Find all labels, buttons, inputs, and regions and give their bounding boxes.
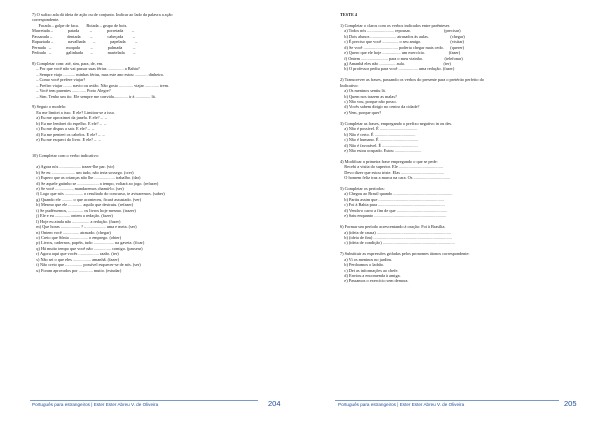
text-line: a) Não é possível. É ................................... (340, 126, 418, 132)
text-line: n) Ontem você ............... atrasado. (chegar) (32, 229, 111, 235)
text-line: e) Passamos o exercício sem demora. (340, 278, 409, 284)
text-line: Rapaziada – navalhada – papelada – (32, 39, 138, 45)
text-line: 3) Completar as frases, empregando o prefixo negativo in ou des. (340, 120, 453, 126)
text-line: c) Eu me dispus a sair. E ele? – – (32, 126, 95, 132)
text-line: i) Se pudéssemos, .............. os livros hoje mesmo. (trazer) (32, 207, 136, 213)
text-line: 6) Formar um período acrescentando à oração: Foi à Brasília. (340, 224, 446, 230)
text-line: – Sempre viajo ........... minhas férias, mas este ano estou ............ dinheiro. (32, 71, 164, 77)
text-line: l) Hoje eu ainda não ................ a redação. (fazer) (32, 218, 121, 224)
text-line: c) É preciso que você ............... o seu amigo. (visitar) (340, 39, 464, 45)
text-line: c) Foi à Bahia para .............................................................. (340, 202, 445, 208)
text-line: h) O professor pediu para você .................. uma redação. (fazer) (340, 66, 455, 72)
text-line: j) Ele e eu .............. ontem a redação. (fazer) (32, 213, 113, 219)
text-line: d) Se você ................................ poderia chegar mais cedo. (querer) (340, 44, 465, 50)
text-line: – Por que você não vai passar suas férias ............... a Bahia? (32, 66, 140, 72)
text-line: 10) Completar com o verbo indicativo: (32, 153, 99, 159)
text-line: e) Não estou ocupado. Estou ......................... (340, 147, 422, 153)
text-line: 2) Transcrever as frases, passando os verbos do presente para o pretérito perfeito do (340, 77, 484, 83)
text-line: t) Não creio que ................ possível esquecer-se de nós. (ser) (32, 262, 141, 268)
text-line: – Como você prefere viajar? (32, 77, 86, 83)
text-line: g) Amanhã eles não ............... aula. (ter) (340, 60, 451, 66)
right-footer-text: Português para estrangeiros | Ester Ester Abreu V. de Oliveira (338, 402, 465, 407)
text-line: a) Agora nós .................... trazer-lhe par. (vir) (32, 164, 115, 170)
text-line: Eu me limitei a isso. E ele? Limitou-se a isso. (32, 109, 115, 115)
right-page (300, 0, 600, 424)
left-page-number: 204 (268, 399, 281, 408)
text-line: h) Mesmo que ele ............. aquilo que destruiu. (refazer) (32, 202, 134, 208)
text-line: Pedrada – galinhada – martelada – (32, 50, 136, 56)
right-footer-rule (335, 400, 559, 401)
text-line: 5) Completar os períodos: (340, 186, 385, 191)
text-line: Indicativo: (340, 82, 359, 88)
right-page-content (340, 12, 578, 284)
text-line: 7) O sufixo ada dá ideia de ação ou de conjunto. Indicar ao lado da palavra a ação (32, 12, 173, 17)
text-line: correspondente. (32, 17, 60, 23)
text-line: a) Os meninos sentiu lá. (340, 88, 386, 94)
text-line: 1) Completar o claros com os verbos indicados entre parênteses (340, 22, 450, 28)
text-line: d) Venda-o carro a fim de que ............................................... (340, 207, 448, 213)
text-line: q) Há muito tempo que você não ................ comigo. (passear) (32, 245, 143, 251)
text-line: e) Vem, porque quer? (340, 109, 382, 115)
text-line: c) Dei as informações ao chefe. (340, 267, 399, 273)
text-line: b) Partiu assim que ............................................................. (340, 196, 444, 202)
text-line: d) Enviou a encomenda à amiga. (340, 273, 401, 278)
text-line: e) Se você ................, mandaremos chamá-lo. (ser) (32, 186, 124, 191)
text-line: b) Eu me lembrei do espelho. E ele? – – (32, 120, 107, 126)
text-line: d) Não é favorável. É ................................. (340, 142, 418, 148)
text-line: d) Vocês sabem dirigir no centro da cidade? (340, 104, 420, 110)
right-page-number: 205 (564, 399, 577, 408)
text-line: c) Não é humano. É .................................... (340, 137, 419, 143)
text-line: Marretada – patada – porretada – (32, 28, 135, 34)
text-line: O homem feliz traz a marca na cara. Os .................................. (340, 175, 451, 181)
text-line: b) Dois alunos ........................ atrasados às aulas. (chegar) (340, 33, 465, 39)
text-line: b) Perdoamos o ladrão. (340, 262, 385, 268)
text-line: 9) Seguir o modelo: (32, 104, 67, 110)
text-line: Passarada – dentada – cabeçada – (32, 33, 135, 39)
text-line: d) Se aquele gatinho se .................... a tempo, voltará ao jogo. (refazer) (32, 180, 159, 186)
text-line: e) Saiu enquanto ................................................................... (340, 213, 447, 219)
text-line: d) Eu me penteei os cabelos. E ele? – – (32, 131, 105, 137)
text-line: f) Ontem ......................... para o meu vizinho. (telefonar) (340, 55, 463, 61)
text-line: Recebi a visita do superior. Ele ......................................... (340, 164, 443, 170)
text-line: m) Que horas .................. ? – ................. uma e meia. (ser) (32, 224, 137, 230)
text-line: Pernada – moqada – palmada – (32, 44, 136, 50)
left-page-content (32, 12, 272, 273)
text-line: s) Não sei o que eles ................. amanhã. (fazer) (32, 256, 120, 262)
text-line: TESTE 4 (340, 12, 358, 17)
text-line: a) Todos nós ......................... repousar. (precisar) (340, 28, 461, 34)
text-line: – Prefiro viajar ........ navio ou avião. Não gosto ............. viajar ............. trem. (32, 82, 169, 88)
text-line: u) Foram aprovados por ............. muito. (estudar) (32, 267, 122, 273)
text-line: g) Quando ele .......... o que aconteceu, ficará assustado. (ver) (32, 196, 142, 202)
text-line: Devo dizer que estou triste. Elas ........................................ (340, 169, 444, 175)
text-line: c) Não vou, porque não posso. (340, 99, 397, 104)
text-line: a) (ideia de causa) ..................................................................... (340, 229, 451, 235)
text-line: p) Livros, cadernos, papéis, tudo ................... na gaveta. (ficar) (32, 240, 145, 246)
text-line: b) (ideia de fim) ......................................................................... (340, 234, 452, 240)
text-line: a) Chegou ao Brasil quando ....................................................... (340, 191, 453, 197)
text-line: – Sim. Tenho um tio. Ele sempre me convida............. ir à .............. lá. (32, 93, 156, 99)
left-footer-text: Português para estrangeiros | Ester Ester Abreu V. de Oliveira (32, 402, 159, 407)
text-line: o) Creio que Sônia ................. o emprego. (obter) (32, 234, 122, 240)
text-line: a) Vi os meninos no jardim. (340, 256, 392, 262)
text-line: Facada – golpe de faca. Boiada – grupo de bois. (32, 22, 128, 28)
text-line: e) Eu me esqueci do livro. E ele? – – (32, 137, 101, 143)
text-line: 4) Modificar a primeira frase empregando o que se pede: (340, 158, 438, 164)
text-line: b) Não é certo. É ...................................... (340, 131, 416, 137)
text-line: c) Espero que as crianças não lhe ................... trabalho. (dar) (32, 175, 141, 181)
text-line: b) Quem nos trazem as malas? (340, 93, 397, 99)
left-footer-rule (30, 400, 258, 401)
text-line: a) Eu me aproximei da janela. E ele? – – (32, 115, 108, 121)
text-line: r) Agora aqui que vocês ................... razão. (ter) (32, 251, 119, 257)
text-line: e) Quero que ele hoje ................. um exercício. (fazer) (340, 50, 461, 56)
text-line: – Você tem parentes ............. Porto Alegre? (32, 88, 111, 94)
text-line: f) Logo que nós ................. o resultado do concurso, te avisaremos. (saber) (32, 191, 165, 197)
text-line: c) (ideia de condição) ................................................................... (340, 240, 455, 246)
text-line: 7) Substituir as expressões grifadas pelos pronomes átonos correspondente: (340, 251, 470, 257)
text-line: 8) Completar com: até, sim, para, de, em. (32, 60, 104, 66)
text-line: b) Se eu ...................... um tudo, não teria sossego. (crer) (32, 169, 134, 175)
